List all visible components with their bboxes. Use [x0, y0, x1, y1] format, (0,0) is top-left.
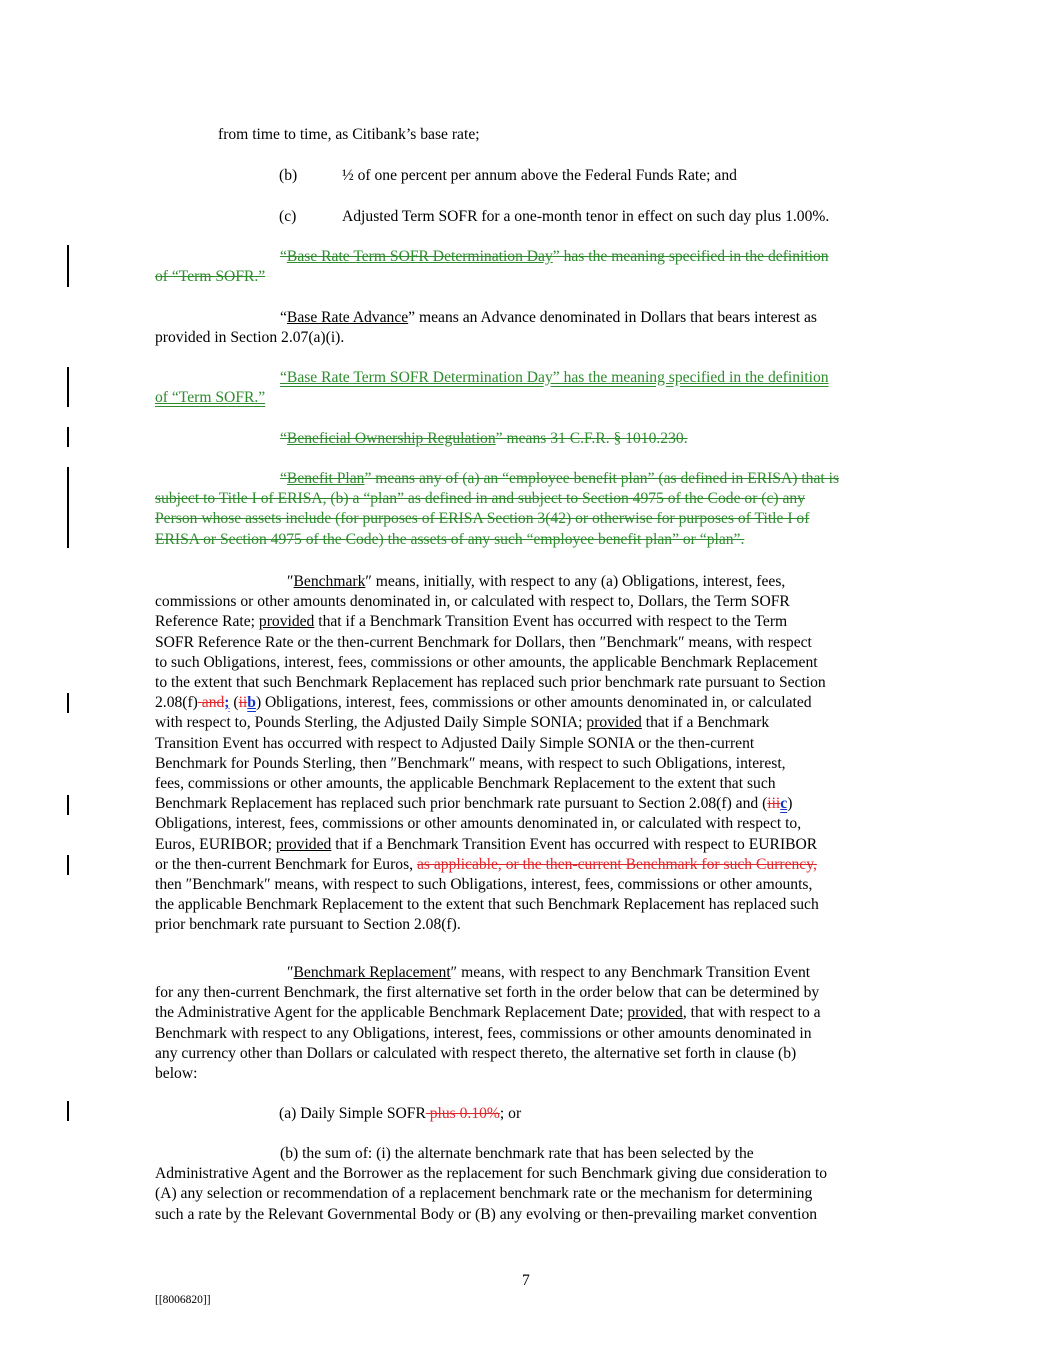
defined-term: Benchmark Replacement	[293, 964, 451, 981]
change-bar	[67, 467, 69, 548]
clause-c-text: Adjusted Term SOFR for a one-month tenor in effect on such day plus 1.00%.	[342, 208, 830, 225]
deletion: as applicable, or the then-current Benchmark for such Currency,	[416, 855, 817, 873]
change-bar	[67, 245, 69, 287]
inserted-definition-base-rate-term-sofr: “Base Rate Term SOFR Determination Day” has the meaning specified in the definition of “Term SOFR.”	[155, 369, 829, 407]
change-bar	[67, 855, 69, 875]
definition-base-rate-advance: “Base Rate Advance” means an Advance denominated in Dollars that bears interest as provided in Section 2.07(a)(i).	[155, 309, 817, 347]
defined-term: Beneficial Ownership Regulation	[286, 430, 496, 447]
deletion: ii	[238, 694, 248, 712]
deletion: iii	[767, 795, 781, 813]
deletion: plus 0.10%	[425, 1105, 500, 1122]
change-bar	[67, 795, 69, 815]
defined-term: Base Rate Term SOFR Determination Day	[286, 248, 553, 265]
change-bar	[67, 693, 69, 713]
deleted-definition-beneficial-ownership: “Beneficial Ownership Regulation” means 31 C.F.R. § 1010.230.	[280, 430, 688, 447]
insertion: ;	[224, 694, 230, 712]
page-number: 7	[522, 1272, 530, 1289]
insertion: b	[247, 694, 256, 712]
clause-b-label: (b)	[279, 167, 298, 184]
clause-a-daily-simple-sofr: (a) Daily Simple SOFR plus 0.10%; or	[279, 1105, 522, 1122]
insertion: c	[780, 795, 788, 813]
change-bar	[67, 1101, 69, 1121]
defined-term: Benchmark	[293, 573, 366, 590]
definition-benchmark: ″Benchmark″ means, initially, with respect to any (a) Obligations, interest, fees, commissions or other amounts denominated in, or calculated with respect to, Dollars, the Term SOFR Reference Rate; provided that if a Benchmark Transition Event has occurred with respect to the Term SOFR Reference Rate or the then-current Benchmark for Dollars, then ″Benchmark″ means, with respect to such Obligations, interest, fees, commissions or other amounts, the applicable Benchmark Replacement to the extent that such Benchmark Replacement has replaced such prior benchmark rate pursuant to Section 2.08(f) and; (iib) Obligations, interest, fees, commissions or other amounts denominated in, or calculated with respect to, Pounds Sterling, the Adjusted Daily Simple SONIA; provided that if a Benchmark Transition Event has occurred with respect to Adjusted Daily Simple SONIA or the then-current Benchmark for Pounds Sterling, then ″Benchmark″ means, with respect to such Obligations, interest, fees, commissions or other amounts, the applicable Benchmark Replacement to the extent that such Benchmark Replacement has replaced such prior benchmark rate pursuant to Section 2.08(f) and (iiic) Obligations, interest, fees, commissions or other amounts denominated in, or calculated with respect to, Euros, EURIBOR; provided that if a Benchmark Transition Event has occurred with respect to EURIBOR or the then-current Benchmark for Euros, as applicable, or the then-current Benchmark for such Currency, then ″Benchmark″ means, with respect to such Obligations, interest, fees, commissions or other amounts, the applicable Benchmark Replacement to the extent that such Benchmark Replacement has replaced such prior benchmark rate pursuant to Section 2.08(f).	[155, 573, 826, 934]
deleted-definition-benefit-plan: “Benefit Plan” means any of (a) an “employee benefit plan” (as defined in ERISA) that is subject to Title I of ERISA, (b) a “plan” as defined in and subject to Section 4975 of the Code or (c) any Person whose assets include (for purposes of ERISA Section 3(42) or otherwise for purposes of Title I of ERISA or Section 4975 of the Code) the assets of any such “employee benefit plan” or “plan”.	[155, 470, 840, 548]
clause-b-text: ½ of one percent per annum above the Federal Funds Rate; and	[342, 167, 737, 184]
defined-term: Base Rate Advance	[286, 309, 409, 326]
defined-term: Benefit Plan	[286, 470, 365, 487]
clause-c-label: (c)	[279, 208, 297, 225]
deleted-definition-base-rate-term-sofr: “Base Rate Term SOFR Determination Day” has the meaning specified in the definition of “Term SOFR.”	[155, 248, 829, 286]
base-rate-continuation: from time to time, as Citibank’s base rate;	[218, 126, 480, 143]
document-id: [[8006820]]	[155, 1294, 211, 1306]
clause-b-sum: (b) the sum of: (i) the alternate benchmark rate that has been selected by the Administrative Agent and the Borrower as the replacement for such Benchmark giving due consideration to (A) any selection or recommendation of a replacement benchmark rate or the mechanism for determining such a rate by the Relevant Governmental Body or (B) any evolving or then-prevailing market convention	[155, 1145, 828, 1223]
change-bar	[67, 427, 69, 447]
change-bar	[67, 367, 69, 407]
deletion: and	[197, 694, 225, 712]
definition-benchmark-replacement: ″Benchmark Replacement″ means, with respect to any Benchmark Transition Event for any then-current Benchmark, the first alternative set forth in the order below that can be determined by the Administrative Agent for the applicable Benchmark Replacement Date; provided, that with respect to a Benchmark with respect to any Obligations, interest, fees, commissions or other amounts denominated in any currency other than Dollars or calculated with respect thereto, the alternative set forth in clause (b) below:	[155, 964, 821, 1083]
